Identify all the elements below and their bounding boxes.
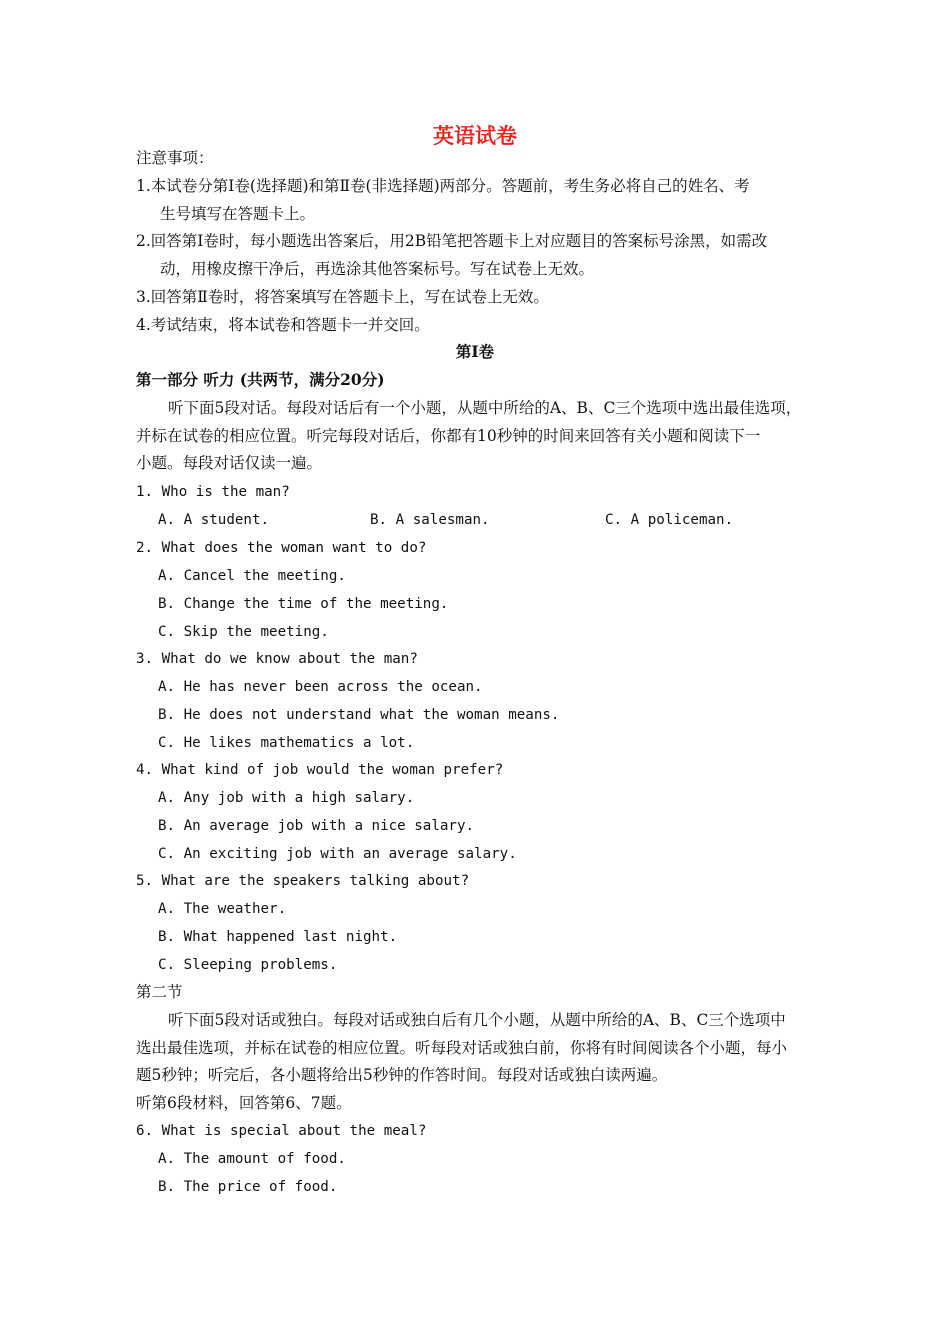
question-1-option-a: A. A student. — [158, 512, 270, 528]
question-3-option-c: C. He likes mathematics a lot. — [158, 735, 415, 751]
volume-title: 第Ⅰ卷 — [455, 342, 495, 361]
question-1-option-b: B. A salesman. — [370, 512, 490, 528]
section2-heading: 第二节 — [136, 983, 183, 1001]
question-4-option-b: B. An average job with a nice salary. — [158, 818, 475, 834]
notice-item-4: 4.考试结束，将本试卷和答题卡一并交回。 — [136, 316, 430, 334]
question-2-option-c: C. Skip the meeting. — [158, 624, 329, 640]
notice-item-2-cont: 动，用橡皮擦干净后，再选涂其他答案标号。写在试卷上无效。 — [160, 260, 595, 278]
part1-intro-3: 小题。每段对话仅读一遍。 — [136, 454, 323, 472]
material-6-heading: 听第6段材料，回答第6、7题。 — [136, 1094, 352, 1112]
question-5-stem: 5. What are the speakers talking about? — [136, 873, 470, 889]
notice-heading: 注意事项： — [136, 149, 214, 167]
part1-intro-2: 并标在试卷的相应位置。听完每段对话后，你都有10秒钟的时间来回答有关小题和阅读下一 — [136, 427, 761, 445]
section2-intro-1: 听下面5段对话或独白。每段对话或独白后有几个小题，从题中所给的A、B、C三个选项中 — [168, 1011, 786, 1029]
part1-heading: 第一部分 听力 (共两节，满分20分) — [136, 370, 385, 389]
question-2-option-a: A. Cancel the meeting. — [158, 568, 346, 584]
question-3-option-b: B. He does not understand what the woman means. — [158, 707, 560, 723]
part1-intro-1: 听下面5段对话。每段对话后有一个小题，从题中所给的A、B、C三个选项中选出最佳选项， — [168, 399, 802, 417]
question-4-stem: 4. What kind of job would the woman prefer? — [136, 762, 504, 778]
question-3-stem: 3. What do we know about the man? — [136, 651, 418, 667]
question-5-option-a: A. The weather. — [158, 901, 287, 917]
question-2-stem: 2. What does the woman want to do? — [136, 540, 427, 556]
question-1-stem: 1. Who is the man? — [136, 484, 290, 500]
notice-item-1: 1.本试卷分第Ⅰ卷(选择题)和第Ⅱ卷(非选择题)两部分。答题前，考生务必将自己的姓名、考 — [136, 177, 750, 195]
notice-item-3: 3.回答第Ⅱ卷时，将答案填写在答题卡上，写在试卷上无效。 — [136, 288, 549, 306]
question-4-option-a: A. Any job with a high salary. — [158, 790, 415, 806]
section2-intro-3: 题5秒钟；听完后，各小题将给出5秒钟的作答时间。每段对话或独白读两遍。 — [136, 1066, 668, 1084]
question-6-stem: 6. What is special about the meal? — [136, 1123, 427, 1139]
page-title: 英语试卷 — [433, 123, 517, 148]
question-2-option-b: B. Change the time of the meeting. — [158, 596, 449, 612]
question-5-option-b: B. What happened last night. — [158, 929, 398, 945]
question-5-option-c: C. Sleeping problems. — [158, 957, 338, 973]
question-3-option-a: A. He has never been across the ocean. — [158, 679, 483, 695]
notice-item-1-cont: 生号填写在答题卡上。 — [160, 205, 316, 223]
question-1-option-c: C. A policeman. — [605, 512, 734, 528]
question-6-option-a: A. The amount of food. — [158, 1151, 346, 1167]
question-4-option-c: C. An exciting job with an average salary. — [158, 846, 517, 862]
section2-intro-2: 选出最佳选项，并标在试卷的相应位置。听每段对话或独白前，你将有时间阅读各个小题，每小 — [136, 1039, 788, 1057]
question-6-option-b: B. The price of food. — [158, 1179, 338, 1195]
notice-item-2: 2.回答第Ⅰ卷时，每小题选出答案后，用2B铅笔把答题卡上对应题目的答案标号涂黑，如需改 — [136, 232, 768, 250]
